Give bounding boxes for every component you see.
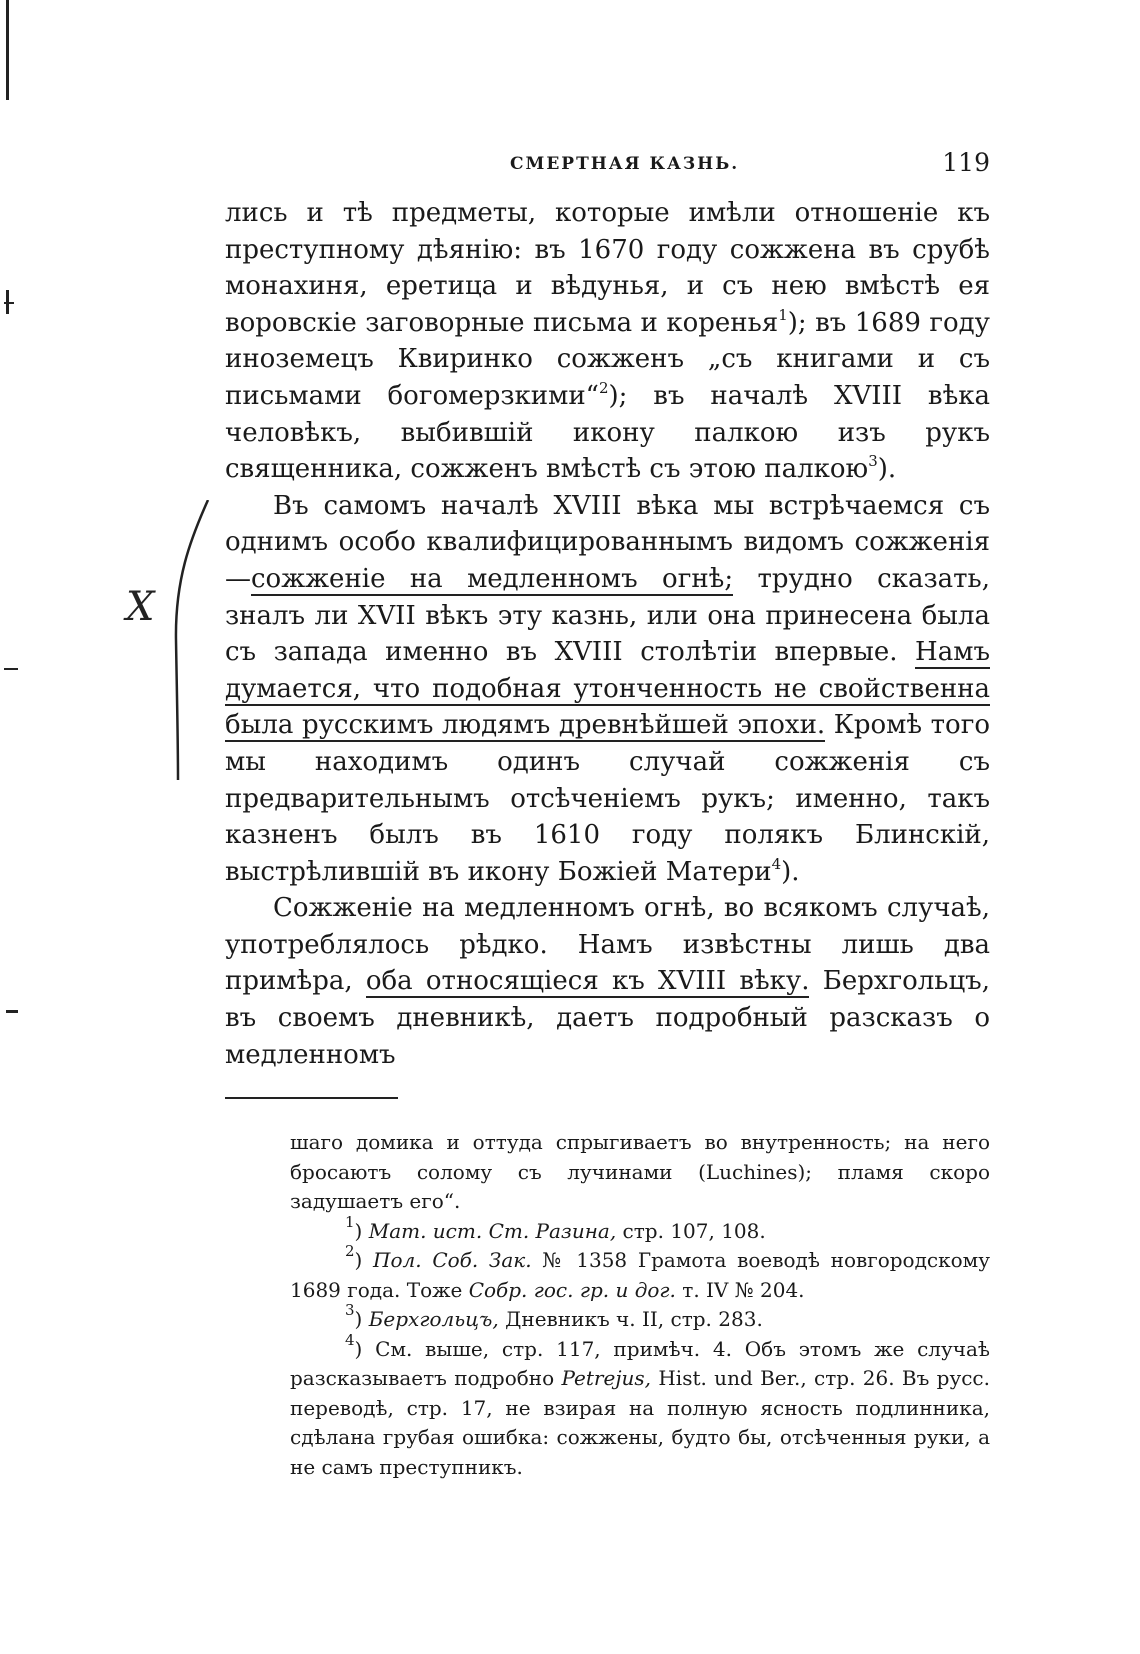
footnote-continuation: шаго домика и оттуда спрыгиваетъ во внутренность; на него бросаютъ солому съ лучинами (Luchines); пламя скоро задушаетъ его“. — [290, 1130, 990, 1213]
margin-x-mark: X — [126, 584, 155, 630]
paragraph-2 — [225, 488, 990, 891]
text-run: См. выше, стр. 117, примѣч. 4. Объ этомъ же случаѣ разсказываетъ подробно — [290, 1336, 990, 1390]
text-run: ); въ началѣ XVIII вѣка человѣкъ, выбившій икону палкою изъ рукъ священника, сожженъ вмѣстѣ съ этою палкою — [225, 380, 991, 485]
footnote-3: $^3$) Берхгольцъ, Дневникъ ч. II, стр. 283. — [345, 1301, 763, 1331]
underlined-phrase: сожженіе на медленномъ огнѣ; — [251, 563, 734, 594]
edge-tick — [6, 1010, 18, 1013]
text-run: трудно сказать, зналъ ли XVII вѣкъ эту казнь, или она принесена была съ запада именно въ XVIII столѣтіи впервые. — [225, 563, 990, 668]
margin-annotation — [120, 500, 210, 790]
page-edge-rule — [6, 0, 9, 100]
text-run: Сожженіе на медленномъ огнѣ, во всякомъ случаѣ, употреблялось рѣдко. Намъ извѣстны лишь два примѣра, — [225, 893, 990, 997]
margin-bracket — [176, 500, 208, 780]
footnote-1: $^1$) Мат. ист. Ст. Разина, стр. 107, 108. — [345, 1212, 766, 1243]
footnote-divider — [225, 1097, 398, 1099]
footnote-mark: 2 — [345, 1242, 355, 1260]
running-title: СМЕРТНАЯ КАЗНЬ. — [510, 154, 740, 174]
footnote-mark: 1 — [345, 1212, 355, 1231]
paragraph-1 — [225, 195, 990, 488]
source-title: Собр. гос. гр. и дог. — [468, 1277, 676, 1302]
footnote-ref: 3 — [868, 452, 878, 471]
text-run: Берхгольцъ, въ своемъ дневникѣ, даетъ подробный разсказъ о медленномъ — [225, 966, 990, 1070]
footnote-mark: 4 — [345, 1330, 355, 1349]
text-run: Въ самомъ началѣ XVIII вѣка мы встрѣчаемся съ однимъ особо квалифицированнымъ видомъ сожженія— — [225, 490, 990, 594]
text-run: Дневникъ ч. II, стр. 283. — [498, 1307, 763, 1331]
paragraph-3 — [225, 890, 990, 1073]
text-run: № 1358 Грамота воеводѣ новгородскому 1689 года. Тоже — [290, 1248, 990, 1302]
source-title: Petrejus, — [561, 1366, 652, 1390]
footnote-ref: 2 — [598, 378, 609, 397]
text-run: лись и тѣ предметы, которые имѣли отношеніе къ преступному дѣянію: въ 1670 году сожжена въ срубѣ монахиня, еретица и вѣдунья, и съ нею вмѣстѣ ея воровскіе заговорные письма и коренья — [225, 198, 990, 338]
running-header — [225, 148, 990, 178]
underlined-phrase: оба относящіеся къ XVIII вѣку. — [365, 966, 810, 997]
page-number: 119 — [942, 148, 990, 177]
text-run: ); въ 1689 году иноземецъ Квиринко сожженъ „съ книгами и съ письмами богомерзкими“ — [225, 307, 990, 411]
source-title: Мат. ист. Ст. Разина, — [368, 1218, 617, 1243]
text-run: Hist. und Ber., стр. 26. Въ русс. переводѣ, стр. 17, не взирая на полную ясность подлинника, сдѣлана грубая ошибка: сожжены, будто бы, отсѣченныя руки, а не самъ преступникъ. — [290, 1366, 990, 1479]
footnote-2: $^2$) Пол. Соб. Зак. № 1358 Грамота воеводѣ новгородскому 1689 года. Тоже Собр. гос. гр. и дог. т. IV № 204. — [290, 1242, 990, 1302]
source-title: Пол. Соб. Зак. — [373, 1248, 532, 1272]
text-run: ). — [877, 454, 897, 485]
text-run: т. IV № 204. — [675, 1277, 805, 1302]
edge-tick — [4, 668, 18, 670]
text-run: стр. 107, 108. — [616, 1218, 766, 1243]
main-text — [225, 195, 990, 1073]
footnote-ref: 1 — [778, 305, 788, 324]
edge-tick — [4, 302, 14, 304]
underlined-phrase: Намъ думается, что подобная утонченность не свойственна была русскимъ людямъ древнѣйшей эпохи. — [225, 637, 990, 741]
footnote-ref: 4 — [771, 854, 782, 873]
source-title: Берхгольцъ, — [368, 1307, 499, 1331]
text-run: Кромѣ того мы находимъ одинъ случай сожженія съ предварительнымъ отсѣченіемъ рукъ; именно, такъ казненъ былъ въ 1610 году полякъ Блинскій, выстрѣлившій въ икону Божіей Матери — [225, 710, 990, 887]
footnotes — [290, 1128, 990, 1482]
text-run: ). — [781, 856, 800, 887]
footnote-4: $^4$) См. выше, стр. 117, примѣч. 4. Объ этомъ же случаѣ разсказываетъ подробно Petrejus, Hist. und Ber., стр. 26. Въ русс. переводѣ, стр. 17, не взирая на полную ясность подлинника, сдѣлана грубая ошибка: сожжены, будто бы, отсѣченныя руки, а не самъ преступникъ. — [290, 1330, 990, 1479]
footnote-mark: 3 — [345, 1301, 355, 1319]
